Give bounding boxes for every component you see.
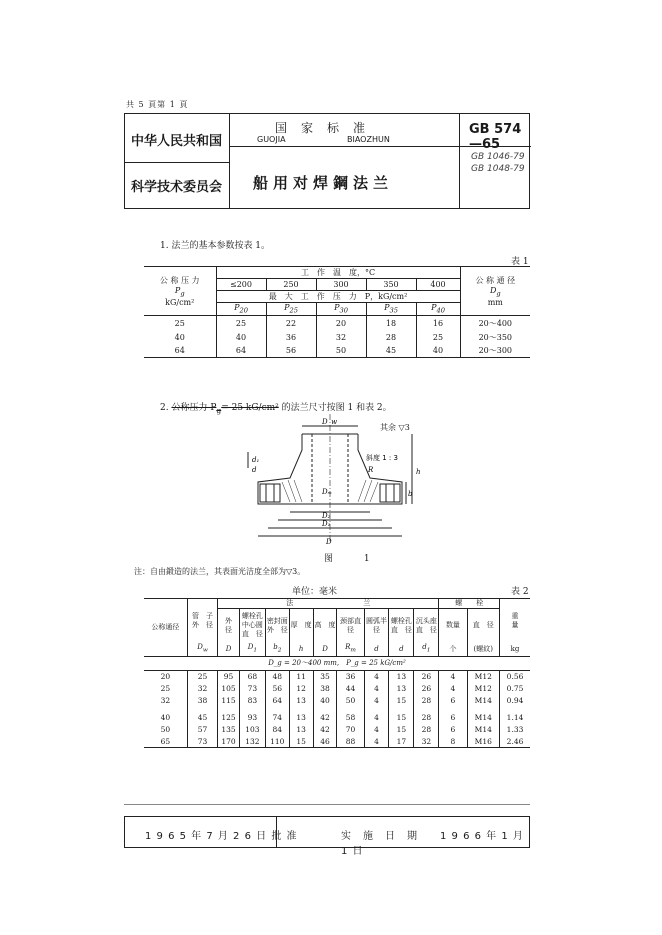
- table-cell: 15: [389, 712, 414, 724]
- table-cell: 25: [144, 315, 216, 331]
- sym-thread: (螺紋): [467, 643, 500, 657]
- table-cell: 40: [416, 344, 460, 357]
- table-cell: 6: [439, 712, 467, 724]
- table-cell: 1.33: [500, 724, 530, 736]
- table-cell: 0.75: [500, 683, 530, 695]
- page-rule: [124, 804, 530, 805]
- table-cell: 4: [364, 736, 389, 748]
- table-cell: 0.56: [500, 671, 530, 683]
- head-thread: 直 径: [467, 609, 500, 643]
- sym-d2: $b_2$: [265, 643, 289, 657]
- parameters-table: [144, 266, 530, 358]
- standard-code: GB 574—65: [469, 122, 522, 152]
- table-cell: 110: [265, 736, 289, 748]
- head-outer-dia: 外 径: [218, 609, 240, 643]
- sym-d: D: [218, 643, 240, 657]
- head-height: 高 度: [313, 609, 337, 643]
- table-cell: 70: [337, 724, 364, 736]
- document-title: 船用对焊鋼法兰: [253, 174, 394, 192]
- table-cell: M12: [467, 683, 500, 695]
- table-cell: 25: [187, 671, 217, 683]
- table-cell: 17: [389, 736, 414, 748]
- table-cell: 6: [439, 724, 467, 736]
- table-row: [144, 695, 530, 707]
- table-cell: 32: [414, 736, 439, 748]
- table-cell: 13: [289, 695, 313, 707]
- issuer-line-1: 中华人民共和国: [131, 134, 223, 149]
- label-dw: D_w: [322, 418, 338, 426]
- standard-pinyin-2: BIAOZHUN: [347, 135, 390, 144]
- table-cell: 32: [160, 696, 171, 705]
- table-1-caption: 表 1: [511, 257, 529, 267]
- head-max-pressure: 最 大 工 作 压 力 P，kG/cm²: [216, 291, 460, 303]
- table-cell: 44: [337, 683, 364, 695]
- p-symbol: $P_{25}$: [266, 303, 316, 316]
- table-cell: 115: [218, 695, 240, 707]
- head-seal-face: 密封面外 径: [265, 609, 289, 643]
- table-cell: 57: [187, 724, 217, 736]
- effective-date: 实 施 日 期 1 9 6 6 年 1 月 1 日: [341, 831, 524, 857]
- table-cell: 25: [160, 684, 171, 693]
- table-cell: 32: [316, 331, 366, 344]
- table-cell: 32: [187, 683, 217, 695]
- table-cell: 13: [289, 712, 313, 724]
- footer-box: [124, 816, 530, 857]
- table-cell: 13: [289, 724, 313, 736]
- table-cell: 18: [366, 315, 416, 331]
- head-pressure: 公 称 压 力 $P_g$ kG/cm²: [159, 276, 200, 307]
- label-d1-big: D₁: [322, 520, 331, 528]
- head-counterbore: 沉头座直 径: [414, 609, 439, 643]
- sym-b: h: [289, 643, 313, 657]
- table-cell: 45: [366, 344, 416, 357]
- table-cell: 2.46: [500, 736, 530, 748]
- table-cell: 16: [416, 315, 460, 331]
- label-dm: Dₘ: [322, 488, 332, 496]
- table-cell: 68: [239, 671, 265, 683]
- table-cell: 135: [218, 724, 240, 736]
- table-cell: 36: [266, 331, 316, 344]
- table-cell: 40: [174, 333, 185, 343]
- table-cell: M16: [467, 736, 500, 748]
- sym-r: d: [364, 643, 389, 657]
- table-cell: 40: [313, 695, 337, 707]
- table-cell: 4: [364, 671, 389, 683]
- table-cell: 73: [239, 683, 265, 695]
- table-cell: 38: [313, 683, 337, 695]
- table-cell: 28: [414, 695, 439, 707]
- head-neck-dia: 颈部直径: [337, 609, 364, 643]
- table-cell: 12: [289, 683, 313, 695]
- section-2-text: 2. 公称压力 $P_g= 25$ kG/cm² 的法兰尺寸按图 1 和表 2。: [160, 403, 392, 415]
- table-cell: 95: [218, 671, 240, 683]
- table-cell: 83: [239, 695, 265, 707]
- table-cell: 42: [313, 712, 337, 724]
- table-cell: 88: [337, 736, 364, 748]
- table-row: [144, 344, 530, 357]
- table-cell: M14: [467, 724, 500, 736]
- table-cell: 170: [218, 736, 240, 748]
- table-cell: 22: [266, 315, 316, 331]
- sym-dw: $D_w$: [187, 643, 217, 657]
- table-cell: 103: [239, 724, 265, 736]
- p-symbol: $P_{35}$: [366, 303, 416, 316]
- table-cell: 56: [266, 344, 316, 357]
- issuer-line-2: 科学技术委员会: [131, 180, 223, 195]
- table-cell: 0.94: [500, 695, 530, 707]
- table-cell: M14: [467, 712, 500, 724]
- table-cell: 8: [439, 736, 467, 748]
- table-row: [144, 712, 530, 724]
- temp-cell: 250: [266, 279, 316, 291]
- dimensions-table: [144, 598, 530, 748]
- temp-cell: ≤200: [216, 279, 266, 291]
- table-cell: 50: [160, 725, 171, 734]
- table-row: [144, 736, 530, 748]
- table-cell: 4: [364, 724, 389, 736]
- head-temperature: 工 作 温 度，°C: [216, 267, 460, 279]
- table-cell: 65: [160, 736, 171, 746]
- table-cell: 46: [313, 736, 337, 748]
- table-cell: 28: [366, 331, 416, 344]
- head-flange: 法 兰: [218, 599, 439, 609]
- table-cell: 28: [414, 712, 439, 724]
- range-note: D_g = 20～400 mm, P_g = 25 kG/cm²: [144, 657, 530, 671]
- standard-pinyin-1: GUOJIA: [257, 135, 286, 144]
- label-d1-small: d₁: [252, 456, 260, 464]
- label-b: b: [408, 490, 413, 498]
- table-cell: 48: [265, 671, 289, 683]
- surface-finish-note: 其余 ▽3: [380, 423, 410, 432]
- figure-caption: 图 1: [324, 554, 384, 564]
- table-cell: 93: [239, 712, 265, 724]
- temp-cell: 350: [366, 279, 416, 291]
- table-cell: 25: [216, 315, 266, 331]
- national-standard-label: 国家标准: [275, 121, 380, 135]
- table-cell: 6: [439, 695, 467, 707]
- table-cell: 20～300: [460, 344, 530, 357]
- head-pipe: 管 子 外 径: [187, 599, 217, 643]
- table-cell: 45: [187, 712, 217, 724]
- p-symbol: $P_{20}$: [216, 303, 266, 316]
- table-row: [144, 331, 530, 344]
- handwritten-note-1: GB 1046-79: [471, 152, 525, 162]
- section-1-text: 1. 法兰的基本参数按表 1。: [160, 241, 271, 251]
- table-cell: 13: [389, 683, 414, 695]
- label-d-small: d: [252, 466, 257, 474]
- table-cell: 20～350: [460, 331, 530, 344]
- table-cell: 25: [416, 331, 460, 344]
- table-cell: 64: [216, 344, 266, 357]
- head-bolt-circle: 螺栓孔中心圆直 径: [239, 609, 265, 643]
- table-cell: 105: [218, 683, 240, 695]
- table-2-caption: 表 2: [511, 587, 529, 597]
- head-thickness: 厚 度: [289, 609, 313, 643]
- sym-d1: $D_1$: [239, 643, 265, 657]
- table-cell: 15: [289, 736, 313, 748]
- table-cell: 20: [160, 672, 171, 682]
- table-cell: 4: [364, 712, 389, 724]
- head-qty: 数量: [439, 609, 467, 643]
- head-radius: 圆弧半径: [364, 609, 389, 643]
- table-cell: 40: [216, 331, 266, 344]
- table-cell: 56: [265, 683, 289, 695]
- flange-drawing: [230, 412, 430, 552]
- label-d-outer: D: [326, 538, 332, 546]
- label-h: h: [416, 468, 421, 476]
- page-info: 共 5 頁第 1 頁: [126, 100, 189, 109]
- head-dg: 公称通径: [151, 623, 180, 631]
- sym-d1-small: $d_1$: [414, 643, 439, 657]
- table-row: [144, 724, 530, 736]
- table-row: [144, 683, 530, 695]
- table-cell: 11: [289, 671, 313, 683]
- table-cell: 28: [414, 724, 439, 736]
- label-r: R: [368, 466, 374, 474]
- sym-d-hole: d: [389, 643, 414, 657]
- table-cell: 4: [364, 683, 389, 695]
- table-cell: 50: [337, 695, 364, 707]
- standard-header: [124, 113, 530, 209]
- struck-text: 公称压力 $P_g= 25$ kG/cm²: [171, 403, 279, 415]
- head-weight: 重 量: [500, 599, 530, 643]
- table-cell: 4: [364, 695, 389, 707]
- handwritten-note-2: GB 1048-79: [471, 164, 525, 174]
- table-cell: 35: [313, 671, 337, 683]
- sym-h: D: [313, 643, 337, 657]
- sym-qty: 个: [439, 643, 467, 657]
- label-slope: 斜度 1 : 3: [366, 454, 398, 462]
- table-cell: 132: [239, 736, 265, 748]
- table-row: [144, 671, 530, 683]
- table-cell: 20～400: [460, 315, 530, 331]
- table-cell: 36: [337, 671, 364, 683]
- label-d2: D₂: [322, 512, 331, 520]
- table-cell: 73: [187, 736, 217, 748]
- table-cell: 20: [316, 315, 366, 331]
- temp-cell: 300: [316, 279, 366, 291]
- table-cell: 74: [265, 712, 289, 724]
- head-nominal-diameter: 公 称 通 径 $D_g$ mm: [460, 267, 530, 316]
- table-cell: 125: [218, 712, 240, 724]
- table-cell: 64: [174, 345, 185, 355]
- table-cell: 26: [414, 671, 439, 683]
- table-cell: 4: [439, 683, 467, 695]
- table-cell: 58: [337, 712, 364, 724]
- table-cell: 4: [439, 671, 467, 683]
- table-cell: 26: [414, 683, 439, 695]
- table-row: [144, 315, 530, 331]
- table-cell: 1.14: [500, 712, 530, 724]
- table-cell: M14: [467, 695, 500, 707]
- unit-label: 单位：毫米: [292, 587, 338, 597]
- table-cell: 38: [187, 695, 217, 707]
- sym-kg: kg: [500, 643, 530, 657]
- table-cell: 42: [313, 724, 337, 736]
- approval-date: 1 9 6 5 年 7 月 2 6 日 批 准: [145, 831, 298, 842]
- table-cell: 15: [389, 695, 414, 707]
- head-bolt: 螺 栓: [439, 599, 500, 609]
- table-cell: 84: [265, 724, 289, 736]
- table-cell: 13: [389, 671, 414, 683]
- temp-cell: 400: [416, 279, 460, 291]
- head-hole-dia: 螺栓孔直 径: [389, 609, 414, 643]
- sym-dm: $R_m$: [337, 643, 364, 657]
- surface-note: 注：自由鍛造的法兰，其表面光洁度全部为▽3。: [134, 567, 306, 576]
- table-cell: 50: [316, 344, 366, 357]
- table-cell: 15: [389, 724, 414, 736]
- table-cell: 40: [160, 713, 171, 722]
- p-symbol: $P_{40}$: [416, 303, 460, 316]
- table-cell: 64: [265, 695, 289, 707]
- table-cell: M12: [467, 671, 500, 683]
- p-symbol: $P_{30}$: [316, 303, 366, 316]
